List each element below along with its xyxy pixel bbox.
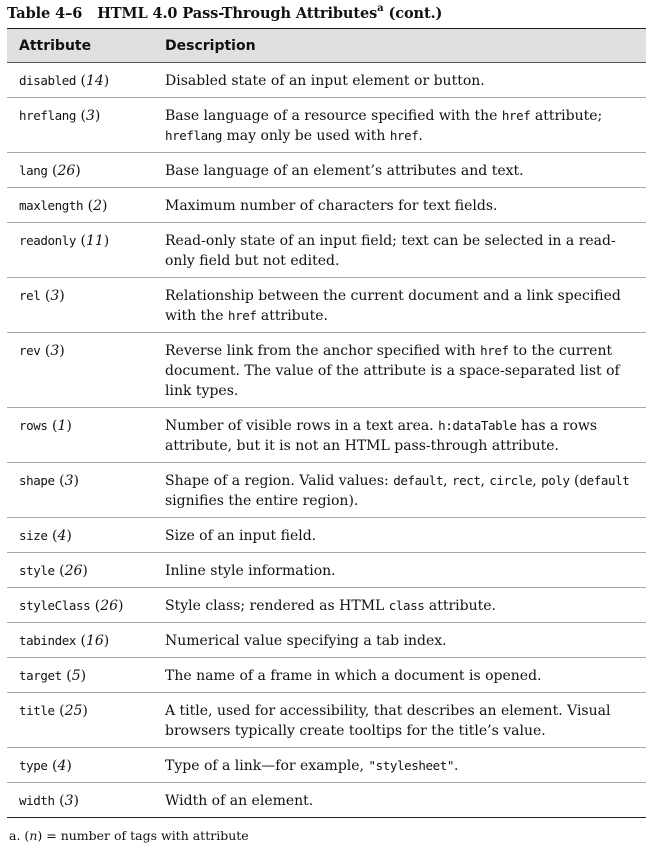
table-number: Table 4–6 — [7, 5, 83, 22]
tag-count: 3 — [64, 793, 74, 809]
attribute-name: rel — [19, 288, 41, 303]
attribute-cell: styleClass (26) — [7, 588, 152, 623]
attribute-name: width — [19, 793, 55, 808]
table-row — [7, 693, 646, 748]
inline-code: circle — [489, 473, 533, 488]
table-row — [7, 188, 646, 223]
attribute-cell: title (25) — [7, 693, 152, 748]
tag-count: 3 — [50, 343, 60, 359]
description-text: Number of visible rows in a text area. — [165, 418, 439, 434]
description-text: Base language of a resource specified with the — [165, 108, 502, 124]
table-row — [7, 153, 646, 188]
description-text: Relationship between the current document and a link specified with the — [165, 288, 621, 324]
table-header-row — [7, 29, 646, 63]
tag-count: 1 — [57, 418, 67, 434]
description-text: Shape of a region. Valid values: — [165, 473, 394, 489]
table-row — [7, 658, 646, 693]
attribute-cell: size (4) — [7, 518, 152, 553]
description-text: Disabled state of an input element or button. — [165, 73, 485, 89]
tag-count: 3 — [50, 288, 60, 304]
description-cell — [152, 223, 646, 278]
attribute-cell: rev (3) — [7, 333, 152, 408]
table-row — [7, 408, 646, 463]
tag-count: 4 — [57, 528, 67, 544]
attribute-cell: disabled (14) — [7, 63, 152, 98]
attribute-name: hreflang — [19, 108, 77, 123]
table-row — [7, 463, 646, 518]
inline-code: href — [480, 343, 509, 358]
tag-count: 14 — [85, 73, 104, 89]
attribute-name: title — [19, 703, 55, 718]
description-text: Base language of an element’s attributes and text. — [165, 163, 524, 179]
attribute-cell: target (5) — [7, 658, 152, 693]
attribute-name: styleClass — [19, 598, 91, 613]
inline-code: class — [388, 598, 425, 613]
description-text: Type of a link—for example, — [165, 758, 369, 774]
table-row — [7, 98, 646, 153]
column-header-description: Description — [152, 29, 646, 63]
description-text: The name of a frame in which a document is opened. — [165, 668, 542, 684]
description-cell — [152, 63, 646, 98]
description-cell — [152, 278, 646, 333]
description-text: attribute. — [256, 308, 329, 324]
description-text: signifies the entire region). — [165, 493, 359, 509]
description-cell — [152, 783, 646, 818]
footnote-open-paren: ( — [24, 828, 30, 843]
description-cell — [152, 623, 646, 658]
description-text: . — [418, 128, 423, 144]
attribute-cell: style (26) — [7, 553, 152, 588]
attribute-cell: hreflang (3) — [7, 98, 152, 153]
description-cell — [152, 588, 646, 623]
tag-count: 5 — [71, 668, 81, 684]
table-row — [7, 333, 646, 408]
tag-count: 26 — [64, 563, 83, 579]
description-cell — [152, 748, 646, 783]
attribute-name: size — [19, 528, 48, 543]
description-text: may only be used with — [222, 128, 390, 144]
description-text: Numerical value specifying a tab index. — [165, 633, 447, 649]
description-text: Inline style information. — [165, 563, 336, 579]
attribute-cell: readonly (11) — [7, 223, 152, 278]
inline-code: href — [389, 128, 419, 143]
table-body — [7, 63, 646, 818]
description-text: Width of an element. — [165, 793, 314, 809]
attribute-name: disabled — [19, 73, 77, 88]
table-title-text: HTML 4.0 Pass-Through Attributes — [97, 5, 378, 22]
table-row — [7, 553, 646, 588]
attribute-name: style — [19, 563, 55, 578]
description-text: attribute; — [530, 108, 603, 124]
tag-count: 25 — [64, 703, 83, 719]
attribute-name: type — [19, 758, 48, 773]
attribute-name: maxlength — [19, 198, 84, 213]
attribute-cell: type (4) — [7, 748, 152, 783]
table-row — [7, 748, 646, 783]
description-cell — [152, 188, 646, 223]
description-text: , — [532, 473, 542, 489]
footnote-variable: n — [29, 828, 38, 843]
description-text: A title, used for accessibility, that describes an element. Visual browsers typically create tooltips for the title’s value. — [165, 703, 611, 739]
title-continued: (cont.) — [388, 5, 443, 22]
inline-code: h:dataTable — [438, 418, 517, 433]
footnote-marker: a. — [9, 828, 21, 843]
attribute-cell: lang (26) — [7, 153, 152, 188]
description-text: Read-only state of an input field; text can be selected in a read-only field but not edited. — [165, 233, 616, 269]
column-header-attribute: Attribute — [7, 29, 152, 63]
description-text: attribute. — [424, 598, 496, 614]
inline-code: rect — [452, 473, 481, 488]
description-text: Size of an input field. — [165, 528, 317, 544]
description-cell — [152, 693, 646, 748]
description-text: ( — [569, 473, 580, 489]
description-cell — [152, 463, 646, 518]
footnote-text: = number of tags with attribute — [46, 828, 249, 843]
attribute-cell: width (3) — [19, 793, 79, 809]
description-text: Maximum number of characters for text fields. — [165, 198, 498, 214]
table-row — [7, 63, 646, 98]
attribute-name: rows — [19, 418, 48, 433]
inline-code: default — [579, 473, 630, 488]
description-cell — [152, 98, 646, 153]
attribute-cell: rows (1) — [7, 408, 152, 463]
inline-code: default — [393, 473, 444, 488]
tag-count: 26 — [57, 163, 76, 179]
table-row — [7, 223, 646, 278]
tag-count: 11 — [85, 233, 104, 249]
description-cell — [152, 408, 646, 463]
footnote-close-paren: ) — [37, 828, 43, 843]
tag-count: 3 — [64, 473, 74, 489]
description-cell — [152, 153, 646, 188]
description-text: has a rows attribute, but it is not an HTML pass-through attribute. — [165, 418, 598, 454]
table-row — [7, 278, 646, 333]
inline-code: href — [227, 308, 257, 323]
description-text: , — [480, 473, 490, 489]
inline-code: "stylesheet" — [368, 758, 454, 773]
attribute-name: readonly — [19, 233, 77, 248]
attribute-cell: rel (3) — [7, 278, 152, 333]
description-text: Reverse link from the anchor specified with — [165, 343, 481, 359]
tag-count: 26 — [100, 598, 119, 614]
inline-code: poly — [541, 473, 570, 488]
tag-count: 2 — [93, 198, 102, 214]
attribute-cell: tabindex (16) — [7, 623, 152, 658]
tag-count: 4 — [57, 758, 67, 774]
tag-count: 16 — [85, 633, 104, 649]
table-row — [7, 518, 646, 553]
inline-code: href — [501, 108, 531, 123]
tag-count: 3 — [85, 108, 95, 124]
description-cell — [152, 333, 646, 408]
description-text: , — [443, 473, 452, 489]
attribute-cell: shape (3) — [7, 463, 152, 518]
description-cell — [152, 658, 646, 693]
table-footnote — [7, 828, 646, 843]
inline-code: hreflang — [165, 128, 223, 143]
table-row — [7, 623, 646, 658]
attribute-name: shape — [19, 473, 55, 488]
attribute-name: rev — [19, 343, 41, 358]
description-text: . — [453, 758, 459, 774]
description-cell — [152, 518, 646, 553]
attribute-name: lang — [19, 163, 48, 178]
attribute-cell: maxlength (2) — [7, 188, 152, 223]
table-title — [7, 3, 646, 28]
attribute-name: target — [19, 668, 62, 683]
description-text: Style class; rendered as HTML — [165, 598, 389, 614]
attributes-table — [7, 28, 646, 818]
title-footnote-marker: a — [377, 3, 384, 15]
table-row — [7, 783, 646, 818]
description-text: to the current document. The value of the attribute is a space-separated list of link types. — [165, 343, 620, 399]
attribute-name: tabindex — [19, 633, 77, 648]
description-cell — [152, 553, 646, 588]
table-row — [7, 588, 646, 623]
